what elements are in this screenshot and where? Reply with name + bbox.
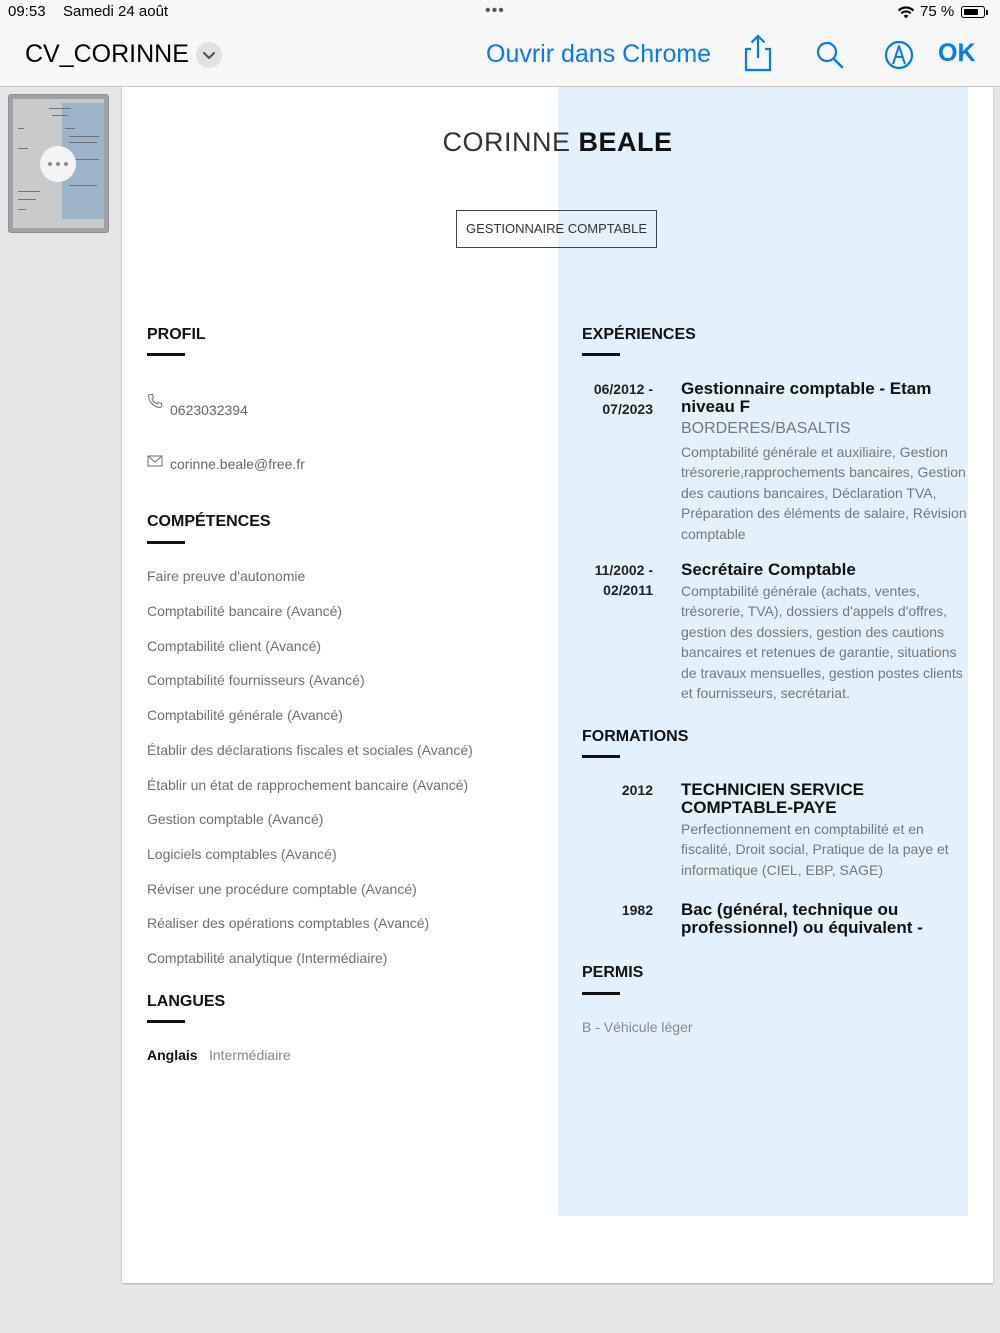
- job-title-box: GESTIONNAIRE COMPTABLE: [456, 210, 657, 248]
- experience-dates: 06/2012 - 07/2023: [593, 381, 653, 417]
- formation-title: Bac (général, technique ou professionnel) ou équivalent -: [681, 900, 923, 937]
- wifi-icon: [896, 4, 916, 20]
- experience-description: Comptabilité générale et auxiliaire, Gestion trésorerie,rapprochements bancaires, Gestion des cautions bancaires, Déclaration TVA, Préparation des éléments de salaire, Révision comptable: [681, 444, 967, 542]
- formation-entry: [681, 901, 969, 937]
- section-underline: [582, 353, 620, 356]
- title-menu-button[interactable]: [196, 42, 222, 68]
- profile-heading: PROFIL: [147, 326, 206, 343]
- last-name: BEALE: [578, 127, 673, 157]
- formations-heading: FORMATIONS: [582, 728, 689, 745]
- phone-icon: [147, 393, 163, 409]
- section-underline: [582, 755, 620, 758]
- thumbnail-line: [65, 128, 75, 129]
- thumbnail-line: [18, 148, 28, 149]
- skill-item: Gestion comptable (Avancé): [147, 811, 324, 827]
- skill-item: Réviser une procédure comptable (Avancé): [147, 881, 417, 897]
- battery-percent: 75 %: [920, 3, 955, 20]
- skill-item: Comptabilité fournisseurs (Avancé): [147, 672, 365, 688]
- open-in-chrome-button[interactable]: Ouvrir dans Chrome: [486, 40, 712, 68]
- status-date: Samedi 24 août: [63, 3, 169, 20]
- thumbnail-line: [49, 108, 71, 109]
- thumbnail-line: [18, 199, 36, 200]
- skill-item: Établir des déclarations fiscales et sociales (Avancé): [147, 742, 473, 758]
- dot-icon: [56, 162, 60, 166]
- formation-year: 2012: [621, 782, 653, 798]
- thumbnail-line: [18, 128, 24, 129]
- formation-year: 1982: [621, 902, 653, 918]
- thumbnail-line: [18, 191, 40, 192]
- page-thumbnail-sidebar: [0, 87, 116, 1333]
- dot-icon: [64, 162, 68, 166]
- skill-item: Comptabilité générale (Avancé): [147, 707, 343, 723]
- language-level: Intermédiaire: [209, 1047, 291, 1063]
- experience-entry: [681, 380, 969, 544]
- section-underline: [582, 992, 620, 995]
- page-thumbnail[interactable]: [8, 94, 109, 233]
- experiences-heading: EXPÉRIENCES: [582, 326, 696, 343]
- skill-item: Comptabilité client (Avancé): [147, 638, 322, 654]
- languages-heading: LANGUES: [147, 993, 226, 1010]
- skill-item: Logiciels comptables (Avancé): [147, 846, 337, 862]
- section-underline: [147, 541, 185, 544]
- search-icon[interactable]: [810, 34, 850, 74]
- cv-name: [122, 127, 993, 158]
- thumbnail-line: [69, 185, 97, 186]
- battery-icon: [961, 6, 985, 18]
- formation-title: TECHNICIEN SERVICE COMPTABLE-PAYE: [681, 780, 864, 817]
- section-underline: [147, 1020, 185, 1023]
- experience-dates: 11/2002 - 02/2011: [594, 562, 653, 598]
- permis-heading: PERMIS: [582, 964, 644, 981]
- first-name: CORINNE: [442, 127, 571, 157]
- skills-heading: COMPÉTENCES: [147, 513, 271, 530]
- thumbnail-more-button[interactable]: [40, 146, 76, 182]
- skill-item: Faire preuve d'autonomie: [147, 568, 306, 584]
- document-toolbar: [0, 24, 1000, 87]
- markup-icon[interactable]: [879, 34, 919, 74]
- thumbnail-line: [52, 115, 68, 116]
- phone-number: 0623032394: [170, 402, 248, 418]
- share-icon[interactable]: [738, 34, 778, 74]
- chevron-down-icon: [196, 42, 222, 68]
- permis-value: B - Véhicule léger: [582, 1019, 693, 1035]
- skill-item: Comptabilité analytique (Intermédiaire): [147, 950, 388, 966]
- multitasking-dots-icon[interactable]: •••: [485, 2, 505, 19]
- experience-company: BORDERES/BASALTIS: [681, 420, 851, 437]
- dot-icon: [48, 162, 52, 166]
- thumbnail-line: [69, 136, 99, 137]
- formation-description: Perfectionnement en comptabilité et en fiscalité, Droit social, Pratique de la paye et informatique (CIEL, EBP, SAGE): [681, 821, 949, 878]
- experience-title: Secrétaire Comptable: [681, 560, 856, 579]
- skill-item: Établir un état de rapprochement bancaire (Avancé): [147, 777, 469, 793]
- document-page: [122, 87, 993, 1283]
- experience-title: Gestionnaire comptable - Etam niveau F: [681, 379, 932, 416]
- ok-button[interactable]: OK: [938, 39, 976, 67]
- battery-tip: [986, 10, 988, 15]
- email-address: corinne.beale@free.fr: [170, 456, 305, 472]
- document-title[interactable]: CV_CORINNE: [25, 40, 189, 68]
- email-icon: [147, 453, 163, 469]
- skill-item: Réaliser des opérations comptables (Avancé): [147, 915, 430, 931]
- section-underline: [147, 353, 185, 356]
- status-bar: [0, 0, 1000, 24]
- experience-entry: [681, 561, 969, 703]
- language-name: Anglais: [147, 1047, 198, 1063]
- status-time: 09:53: [8, 3, 46, 20]
- thumbnail-line: [69, 142, 97, 143]
- formation-entry: [681, 781, 969, 880]
- experience-description: Comptabilité générale (achats, ventes, trésorerie, TVA), dossiers d'appels d'offres, gestion des dossiers, gestion des cautions bancaires et retenues de garantie, situations de travaux mensuelles, gestion postes clients et fournisseurs, secrétariat.: [681, 583, 963, 702]
- thumbnail-line: [18, 209, 26, 210]
- skill-item: Comptabilité bancaire (Avancé): [147, 603, 343, 619]
